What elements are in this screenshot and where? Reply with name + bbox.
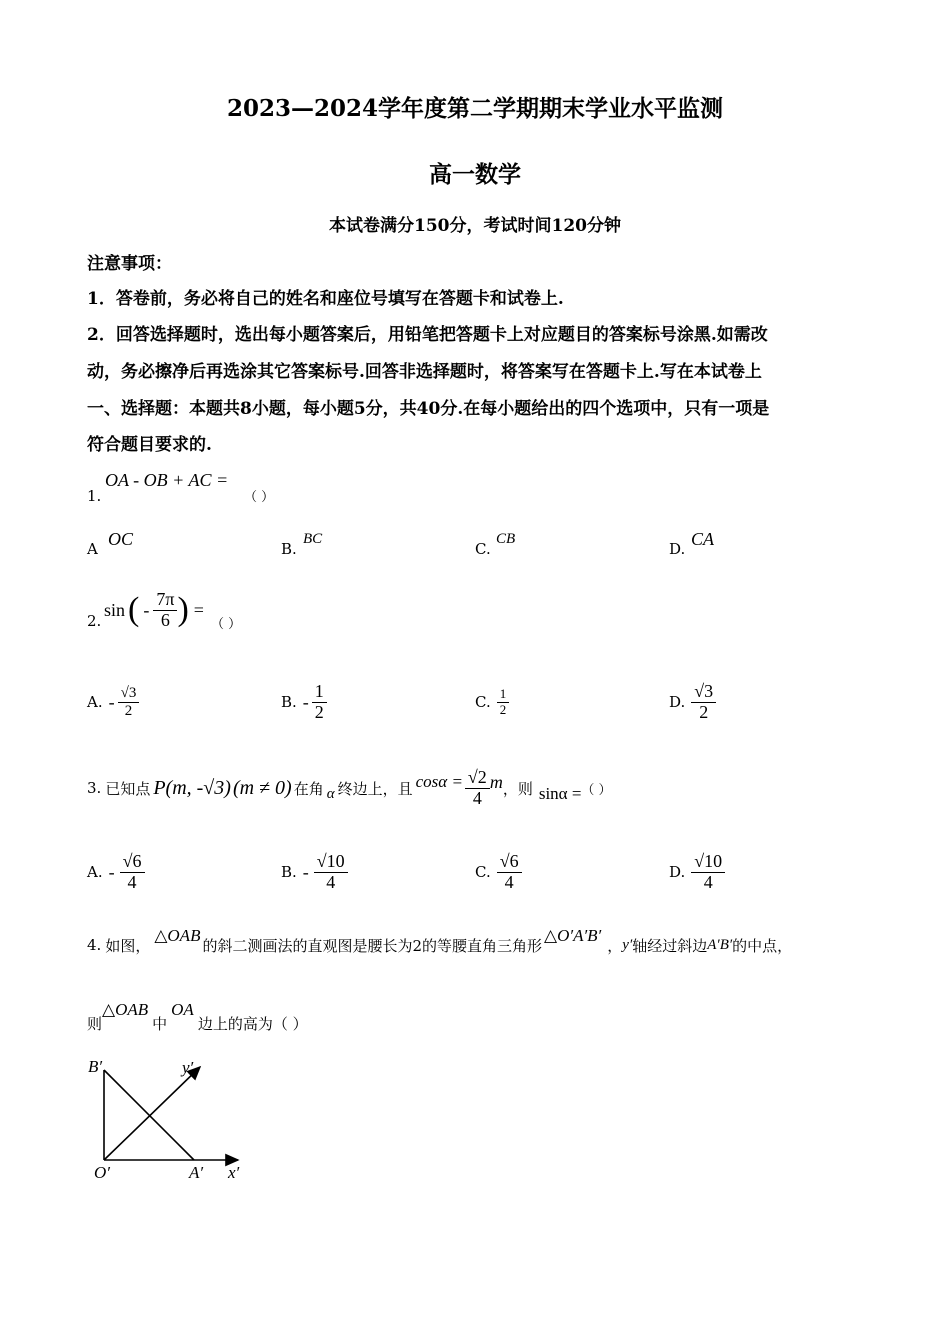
q4-triangle-1: △OAB: [154, 926, 201, 945]
q1-option-b-label: B.: [281, 540, 297, 558]
q3-option-a-num: √6: [120, 852, 145, 873]
q4-segment: A′B′: [707, 936, 733, 953]
q2-blank: （ ）: [211, 617, 242, 632]
q1-number: 1.: [87, 487, 102, 505]
q3-point: P(m, -√3): [153, 776, 231, 799]
q3-option-c-den: 4: [504, 871, 514, 892]
q3-option-c: [475, 843, 522, 901]
q2-number: 2.: [87, 612, 102, 630]
q2-fraction: [153, 590, 177, 631]
q3-option-d-num: √10: [691, 852, 725, 873]
q4-side: OA: [171, 1000, 194, 1019]
q3-condition: (m ≠ 0): [232, 776, 292, 799]
q1-option-d-label: D.: [669, 540, 686, 558]
y-axis: [104, 1067, 200, 1160]
q3-option-c-num: √6: [497, 852, 522, 873]
q3-number: 3.: [87, 779, 102, 797]
q3-option-b: [281, 843, 348, 901]
q1-option-c-value: CB: [496, 531, 516, 547]
q1-option-a-value: OC: [108, 529, 134, 549]
q2-option-b-sign: -: [302, 691, 309, 712]
q2-option-c-label: C.: [475, 693, 491, 711]
q2-option-a-label: A.: [87, 693, 103, 711]
note-item-1: 1．答卷前，务必将自己的姓名和座位号填写在答题卡和试卷上.: [87, 289, 564, 309]
q2-option-d: [669, 676, 716, 728]
q3-option-b-sign: -: [302, 861, 309, 882]
subject-title: 高一数学: [429, 161, 521, 188]
q2-option-b-num: 1: [312, 682, 327, 703]
q4-text-2: 的斜二测画法的直观图是腰长为2的等腰直角三角形: [202, 936, 542, 955]
q1-blank: （ ）: [244, 490, 275, 505]
q2-expression: sin ( - $\frac{7\pi}{6}$ ) =: [104, 588, 204, 630]
q2-option-d-num: √3: [691, 682, 716, 703]
label-o: O′: [94, 1163, 110, 1182]
q3-option-a-sign: -: [108, 861, 115, 882]
label-b: B′: [88, 1057, 103, 1076]
q3-option-b-num: √10: [314, 852, 348, 873]
q3-alpha: α: [326, 785, 335, 802]
q3-text-1: 已知点: [105, 779, 151, 798]
q3-m: m: [489, 771, 503, 792]
exam-info: 本试卷满分150分，考试时间120分钟: [329, 216, 621, 236]
q2-option-d-den: 2: [699, 701, 709, 722]
q4-triangle-2: △O′A′B′: [544, 926, 602, 945]
q4-text-1: 如图，: [105, 936, 151, 955]
q1-option-d-value: CA: [691, 529, 715, 549]
q3-option-a-label: A.: [87, 863, 103, 881]
q2-option-c-num: 1: [497, 687, 510, 702]
section-heading-line-1: 一、选择题：本题共8小题，每小题5分，共40分.在每小题给出的四个选项中，只有一项是: [87, 399, 770, 419]
q2-func: sin: [104, 599, 126, 620]
q3-option-d-den: 4: [703, 871, 713, 892]
notes-heading: 注意事项：: [87, 254, 172, 274]
q4-text-4: 轴经过斜边: [632, 936, 708, 955]
q3-sin: sinα =: [538, 784, 582, 803]
q4-triangle-3: △OAB: [102, 1000, 149, 1019]
q3-blank: （ ）: [581, 782, 612, 798]
q4-text-3: ，: [607, 936, 623, 955]
note-item-2-line-2: 动，务必擦净后再选涂其它答案标号.回答非选择题时，将答案写在答题卡上.写在本试卷上: [87, 362, 762, 382]
q4-text-8: 边上的高为（ ）: [197, 1014, 308, 1033]
q3-option-d-label: D.: [669, 863, 686, 881]
q2-option-c-den: 2: [499, 701, 507, 717]
q2-fraction-num: 7π: [153, 590, 177, 611]
q3-option-b-den: 4: [326, 871, 336, 892]
q2-option-b: [281, 676, 327, 728]
q2-option-a: [87, 676, 139, 728]
q3-text-2: 在角: [293, 779, 324, 798]
q4-text-5: 的中点，: [732, 936, 793, 955]
label-y: y′: [182, 1058, 194, 1077]
q2-fraction-den: 6: [160, 609, 170, 630]
q3-option-b-label: B.: [281, 863, 297, 881]
q1-option-a-label: A: [87, 540, 98, 558]
q4-text-7: 中: [152, 1014, 168, 1033]
exam-title: 2023—2024学年度第二学期期末学业水平监测: [226, 95, 724, 122]
q3-option-c-label: C.: [475, 863, 491, 881]
q2-option-a-num: √3: [118, 685, 140, 703]
q4-text-6: 则: [87, 1014, 103, 1033]
q3-cos: cosα =: [415, 772, 463, 791]
q4-stem-line-1: [87, 925, 792, 965]
q3-option-d: [669, 843, 725, 901]
q2-option-a-den: 2: [124, 702, 133, 719]
q2-option-b-den: 2: [314, 701, 324, 722]
q1-expression: OA - OB + AC =: [105, 470, 229, 490]
q2-option-a-sign: -: [108, 691, 115, 712]
q3-stem: [87, 760, 612, 816]
q2-option-b-label: B.: [281, 693, 297, 711]
q2-option-d-label: D.: [669, 693, 686, 711]
q4-stem-line-2: [87, 995, 308, 1035]
q4-y-axis: y′: [622, 936, 633, 953]
note-item-2-line-1: 2．回答选择题时，选出每小题答案后，用铅笔把答题卡上对应题目的答案标号涂黑.如需改: [87, 325, 768, 345]
q4-number: 4.: [87, 936, 102, 954]
q2-option-c: [475, 676, 509, 728]
q3-num: √2: [465, 768, 490, 789]
label-a: A′: [189, 1163, 204, 1182]
q3-den: 4: [472, 787, 482, 808]
q3-text-4: ，则: [502, 779, 533, 798]
q2-minus: -: [143, 599, 150, 620]
q3-option-a: [87, 843, 145, 901]
q3-text-3: 终边上，且: [337, 779, 413, 798]
section-heading-line-2: 符合题目要求的.: [87, 435, 212, 455]
q2-eq: =: [193, 599, 204, 620]
q3-option-a-den: 4: [127, 871, 137, 892]
q4-figure: [80, 1045, 260, 1190]
q1-option-c-label: C.: [475, 540, 491, 558]
q1-option-b-value: BC: [303, 531, 323, 547]
label-x: x′: [228, 1163, 240, 1182]
